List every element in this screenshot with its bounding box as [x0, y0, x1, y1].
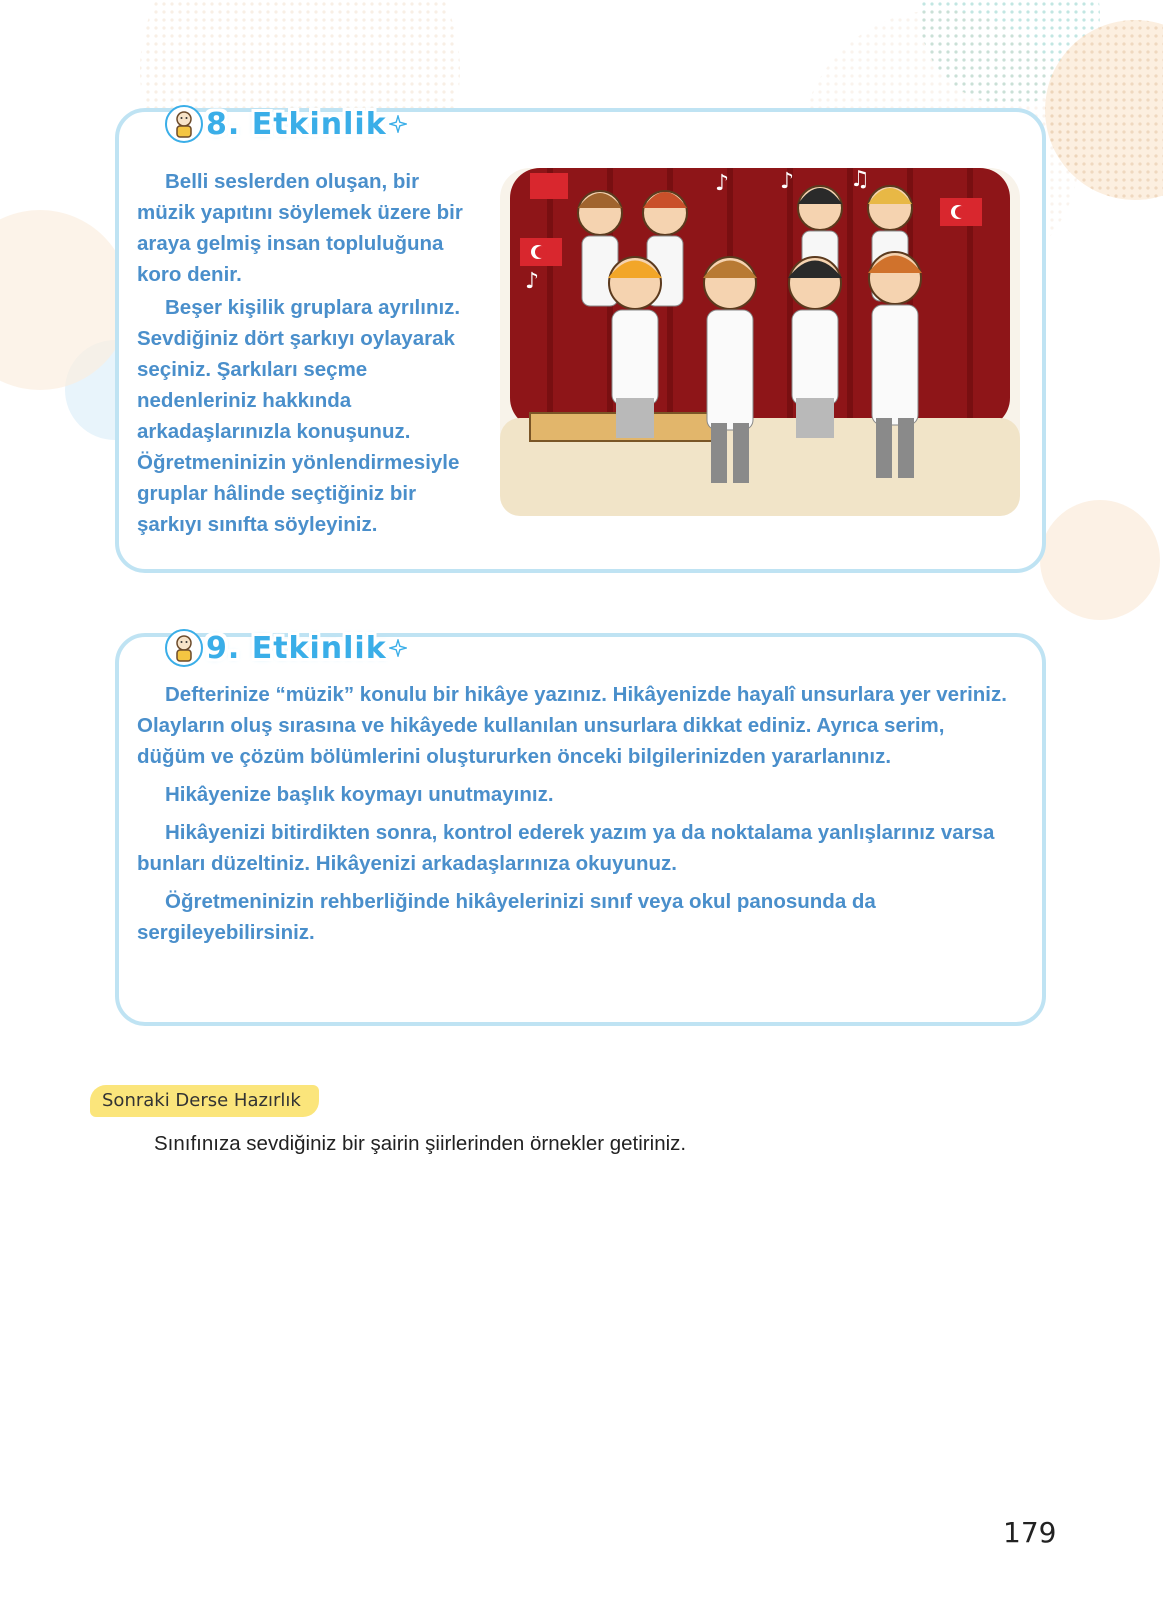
sparkle-icon [389, 115, 407, 133]
next-lesson-text: Sınıfınıza sevdiğiniz bir şairin şiirlerinden örnekler getiriniz. [154, 1132, 687, 1155]
paragraph: Defterinize “müzik” konulu bir hikâye yazınız. Hikâyenizde hayalî unsurlara yer veriniz. Olayların oluş sırasına ve hikâyede kullanılan unsurlara dikkat ediniz. Ayrıca serim, düğüm ve çözüm bölümlerini oluştururken önceki bilgilerinizden yararlanınız. [137, 683, 1007, 768]
mascot-icon [164, 104, 204, 144]
next-lesson-label: Sonraki Derse Hazırlık [90, 1085, 319, 1117]
paragraph: Hikâyenize başlık koymayı unutmayınız. [165, 783, 554, 806]
paragraph: Hikâyenizi bitirdikten sonra, kontrol ederek yazım ya da noktalama yanlışlarınız varsa bunları düzeltiniz. Hikâyenizi arkadaşlarınıza okuyunuz. [137, 821, 995, 875]
activity-9-title: 9. Etkinlik [206, 630, 387, 666]
mascot-icon [164, 628, 204, 668]
paragraph: Beşer kişilik gruplara ayrılınız. Sevdiğiniz dört şarkıyı oylayarak seçiniz. Şarkıları seçme nedenleriniz hakkında arkadaşlarınızla konuşunuz. Öğretmeninizin yönlendirmesiyle gruplar hâlinde seçtiğiniz bir şarkıyı sınıfta söyleyiniz. [137, 296, 461, 536]
svg-text:♪: ♪ [525, 269, 540, 294]
activity-9-badge [164, 628, 407, 668]
paragraph: Öğretmeninizin rehberliğinde hikâyelerinizi sınıf veya okul panosunda da sergileyebilirsiniz. [137, 890, 876, 944]
activity-8-title: 8. Etkinlik [206, 106, 387, 142]
paragraph: Belli seslerden oluşan, bir müzik yapıtını söylemek üzere bir araya gelmiş insan topluluğuna koro denir. [137, 170, 463, 286]
sparkle-icon [389, 639, 407, 657]
activity-8-badge [164, 104, 407, 144]
svg-text:♪: ♪ [715, 171, 730, 196]
svg-text:♫: ♫ [850, 168, 870, 192]
activity-9-text [137, 679, 1017, 948]
activity-8-text [137, 166, 477, 540]
page-number: 179 [1003, 1516, 1057, 1549]
choir-illustration [500, 168, 1020, 516]
svg-text:♪: ♪ [780, 169, 795, 194]
